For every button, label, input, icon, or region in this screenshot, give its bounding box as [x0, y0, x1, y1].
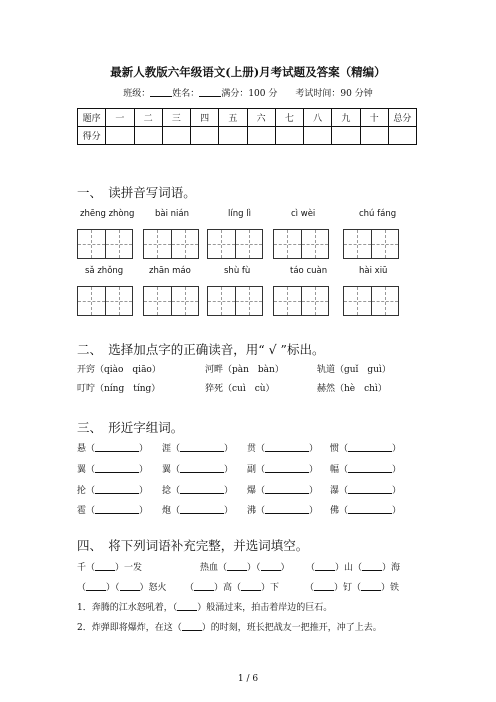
- score-cell[interactable]: [388, 127, 416, 145]
- pinyin: táo cuàn: [290, 266, 328, 276]
- score-row-label: 得分: [78, 127, 106, 145]
- writing-box[interactable]: [207, 229, 263, 259]
- idiom-item[interactable]: （ ）山（ ）海: [306, 563, 401, 573]
- exam-info: [0, 86, 496, 99]
- idiom-item[interactable]: （ ）钉（ ）铁: [305, 583, 400, 593]
- word-group-item[interactable]: 抡（ ）: [77, 486, 149, 496]
- word-group-item[interactable]: 涯（ ）: [162, 444, 234, 454]
- score-header-cell: 总分: [388, 109, 416, 127]
- pronunciation-item[interactable]: 赫然（hè chì）: [317, 384, 387, 394]
- section-1-heading: 一、 读拼音写词语。: [77, 185, 196, 200]
- char: 幅: [330, 465, 340, 475]
- section-2-heading: 二、 选择加点字的正确读音，用“ √ ”标出。: [77, 342, 325, 357]
- writing-box[interactable]: [273, 286, 329, 316]
- word-group-item[interactable]: 炮（ ）: [162, 506, 234, 516]
- word-group-item[interactable]: 贯（ ）: [247, 444, 319, 454]
- writing-box[interactable]: [143, 229, 199, 259]
- writing-box[interactable]: [77, 286, 133, 316]
- fill-sentence-1[interactable]: 1．奔腾的江水怒吼着，（ ）般涌过来，拍击着岸边的巨石。: [77, 603, 333, 613]
- score-cell[interactable]: [304, 127, 332, 145]
- page-number: 1 / 6: [237, 674, 259, 684]
- pinyin: chú fáng: [359, 209, 397, 219]
- score-header-cell: 五: [219, 109, 247, 127]
- word-group-item[interactable]: 雹（ ）: [77, 506, 149, 516]
- writing-box[interactable]: [77, 229, 133, 259]
- score-header-cell: 七: [275, 109, 303, 127]
- page-title: 最新人教版六年级语文(上册)月考试题及答案（精编）: [110, 65, 386, 79]
- idiom-item[interactable]: （ ）（ ）怒火: [77, 583, 167, 593]
- word-group-item[interactable]: 翼（ ）: [162, 465, 234, 475]
- pinyin: cì wèi: [291, 209, 316, 219]
- score-header-cell: 题序: [78, 109, 106, 127]
- pinyin: shù fù: [224, 266, 251, 276]
- word-group-item[interactable]: 爆（ ）: [247, 486, 319, 496]
- char: 贯: [247, 444, 257, 454]
- writing-box[interactable]: [273, 229, 329, 259]
- score-cell[interactable]: [219, 127, 247, 145]
- word-group-item[interactable]: 瀑（ ）: [330, 486, 402, 496]
- char: 涯: [162, 444, 172, 454]
- char: 翼: [162, 465, 172, 475]
- pronunciation-item[interactable]: 猝死（cuì cù）: [205, 384, 275, 394]
- score-header-cell: 八: [304, 109, 332, 127]
- score-cell[interactable]: [191, 127, 219, 145]
- pronunciation-item[interactable]: 轨道（guǐ guì）: [317, 365, 391, 375]
- word-group-item[interactable]: 佛（ ）: [330, 506, 402, 516]
- score-header-cell: 一: [106, 109, 134, 127]
- score-cell[interactable]: [162, 127, 190, 145]
- score-header-cell: 九: [332, 109, 360, 127]
- char: 悬: [77, 444, 87, 454]
- pinyin: zhān máo: [149, 266, 191, 276]
- pinyin: líng lì: [228, 209, 251, 219]
- time-label: 考试时间：90 分钟: [295, 89, 373, 99]
- char: 炮: [162, 506, 172, 516]
- word-group-item[interactable]: 捻（ ）: [162, 486, 234, 496]
- score-header-cell: 十: [360, 109, 388, 127]
- idiom-item[interactable]: 热血（ ）（ ）: [200, 563, 290, 573]
- score-header-row: [78, 109, 417, 127]
- writing-box[interactable]: [143, 286, 199, 316]
- score-header-cell: 三: [162, 109, 190, 127]
- score-value-row: [78, 127, 417, 145]
- writing-box[interactable]: [343, 286, 399, 316]
- score-cell[interactable]: [106, 127, 134, 145]
- score-header-cell: 二: [134, 109, 162, 127]
- char: 佛: [330, 506, 340, 516]
- pronunciation-item[interactable]: 叮咛（níng tíng）: [77, 384, 161, 394]
- name-label: 姓名：: [172, 89, 200, 99]
- name-blank: [199, 87, 221, 97]
- word-group-item[interactable]: 悬（ ）: [77, 444, 149, 454]
- char: 翼: [77, 465, 87, 475]
- pronunciation-item[interactable]: 河畔（pàn bàn）: [205, 365, 284, 375]
- char: 捻: [162, 486, 172, 496]
- score-table: [77, 108, 417, 145]
- class-blank: [150, 87, 172, 97]
- pronunciation-item[interactable]: 开窍（qiào qiāo）: [77, 365, 161, 375]
- score-cell[interactable]: [275, 127, 303, 145]
- char: 瀑: [330, 486, 340, 496]
- score-header-cell: 四: [191, 109, 219, 127]
- fill-sentence-2[interactable]: 2．炸弹即将爆炸，在这（ ）的时刻，班长把战友一把推开，冲了上去。: [77, 623, 382, 633]
- char: 沸: [247, 506, 257, 516]
- idiom-item[interactable]: （ ）高（ ）下: [185, 583, 280, 593]
- pinyin: zhēng zhòng: [80, 209, 135, 219]
- char: 惯: [330, 444, 340, 454]
- pinyin: sǎ zhǒng: [85, 266, 124, 276]
- word-group-item[interactable]: 翼（ ）: [77, 465, 149, 475]
- score-cell[interactable]: [360, 127, 388, 145]
- char: 抡: [77, 486, 87, 496]
- writing-box[interactable]: [207, 286, 263, 316]
- class-label: 班级：: [123, 89, 151, 99]
- score-header-cell: 六: [247, 109, 275, 127]
- char: 爆: [247, 486, 257, 496]
- score-cell[interactable]: [134, 127, 162, 145]
- score-cell[interactable]: [247, 127, 275, 145]
- char: 雹: [77, 506, 87, 516]
- pinyin: bài nián: [155, 209, 190, 219]
- section-4-heading: 四、 将下列词语补充完整，并选词填空。: [77, 538, 309, 553]
- word-group-item[interactable]: 副（ ）: [247, 465, 319, 475]
- score-cell[interactable]: [332, 127, 360, 145]
- section-3-heading: 三、 形近字组词。: [77, 420, 184, 435]
- word-group-item[interactable]: 沸（ ）: [247, 506, 319, 516]
- word-group-item[interactable]: 幅（ ）: [330, 465, 402, 475]
- pinyin: hài xiū: [359, 266, 388, 276]
- char: 副: [247, 465, 257, 475]
- word-group-item[interactable]: 惯（ ）: [330, 444, 402, 454]
- score-label: 满分：100 分: [221, 89, 278, 99]
- writing-box[interactable]: [343, 229, 399, 259]
- idiom-item[interactable]: 千（ ）一发: [77, 563, 143, 573]
